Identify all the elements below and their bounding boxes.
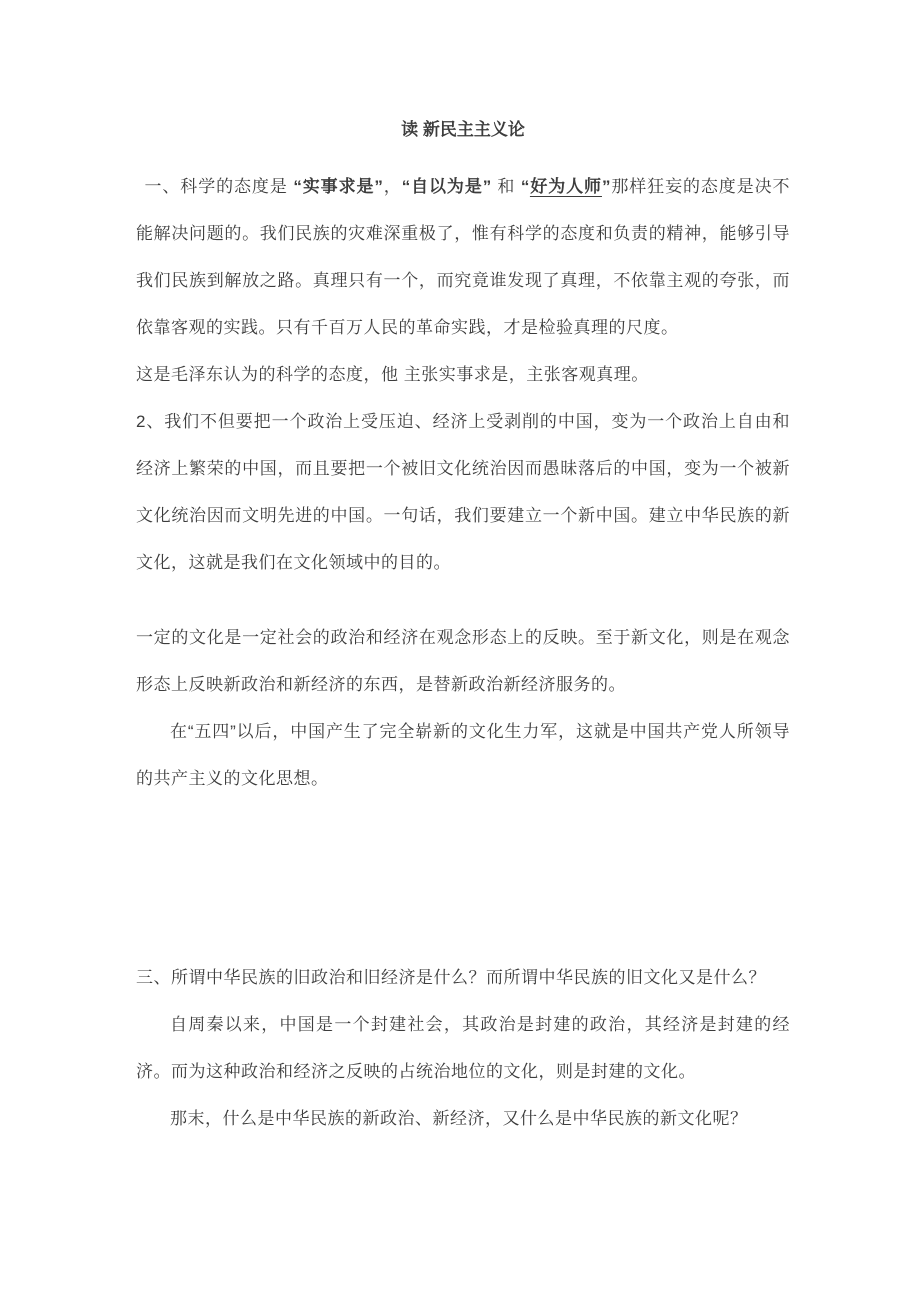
open-quote: “ (520, 177, 530, 196)
paragraph-text: 一、科学的态度是 (144, 177, 294, 196)
quoted-phrase-ziyiweishi: “自以为是” (401, 177, 492, 196)
paragraph-spacer-small (136, 586, 790, 614)
paragraph-text: 那样狂妄的态度是决不能解决问题的。我们民族的灾难深重极了，惟有科学的态度和负责的精神，能够引导我们民族到解放之路。真理只有一个，而究竟谁发现了真理，不依靠主观的夸张，而依靠客观的实践。只有千百万人民的革命实践，才是检验真理的尺度。 (136, 177, 791, 337)
underlined-phrase-haoweirenshi: 好为人师 (529, 177, 602, 196)
paragraph-text: ， (383, 177, 402, 196)
paragraph-culture-reflection: 一定的文化是一定社会的政治和经济在观念形态上的反映。至于新文化，则是在观念形态上反映新政治和新经济的东西，是替新政治新经济服务的。 (136, 628, 790, 694)
paragraph-feudal-society: 自周秦以来，中国是一个封建社会，其政治是封建的政治，其经济是封建的经济。而为这种政治和经济之反映的占统治地位的文化，则是封建的文化。 (136, 1015, 790, 1081)
paragraph-new-china: 2、我们不但要把一个政治上受压迫、经济上受剥削的中国，变为一个政治上自由和经济上繁荣的中国，而且要把一个被旧文化统治因而愚昧落后的中国，变为一个被新文化统治因而文明先进的中国。一句话，我们要建立一个新中国。建立中华民族的新文化，这就是我们在文化领域中的目的。 (136, 412, 790, 572)
paragraph-may-fourth: 在“五四”以后，中国产生了完全崭新的文化生力军，这就是中国共产党人所领导的共产主义的文化思想。 (136, 722, 790, 788)
paragraph-question-old-politics: 三、所谓中华民族的旧政治和旧经济是什么？而所谓中华民族的旧文化又是什么？ (136, 968, 766, 987)
paragraph-spacer-large (136, 802, 790, 954)
paragraph-text: 和 (491, 177, 521, 196)
quoted-phrase-shishiqiushi: “实事求是” (293, 177, 384, 196)
paragraph-mao-attitude-summary: 这是毛泽东认为的科学的态度，他 主张实事求是，主张客观真理。 (136, 365, 649, 384)
paragraph-science-attitude (136, 163, 790, 351)
close-quote: ” (601, 177, 611, 196)
paragraph-question-new-culture: 那末，什么是中华民族的新政治、新经济，又什么是中华民族的新文化呢？ (170, 1109, 748, 1128)
document-title: 读 新民主主义论 (401, 120, 525, 139)
